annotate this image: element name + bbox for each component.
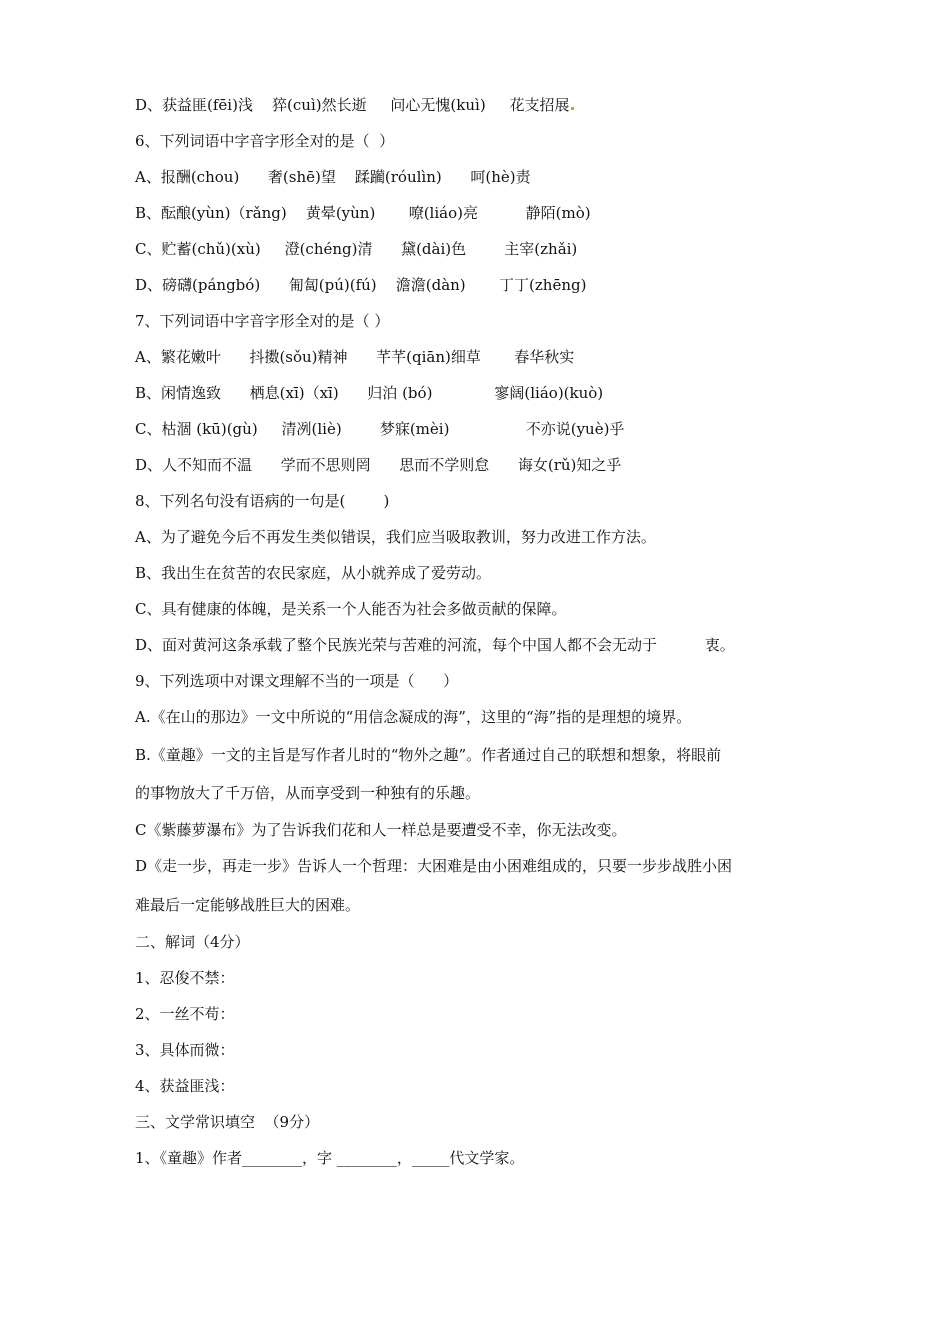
vocab-item-3: 3、具体而微： (135, 1041, 235, 1059)
vocab-item-2: 2、一丝不苟： (135, 1005, 235, 1023)
q9-option-a: A.《在山的那边》一文中所说的“用信念凝成的海”，这里的“海”指的是理想的境界。 (135, 708, 692, 726)
q8-option-a: A、为了避免今后不再发生类似错误，我们应当吸取教训，努力改进工作方法。 (135, 528, 656, 546)
q8-option-d: D、面对黄河这条承载了整个民族光荣与苦难的河流，每个中国人都不会无动于 衷。 (135, 636, 735, 654)
q7-option-d: D、人不知而不温 学而不思则罔 思而不学则怠 诲女(rǔ)知之乎 (135, 456, 622, 474)
q7-option-c: C、枯涸 (kū)(gù) 清冽(liè) 梦寐(mèi) 不亦说(yuè)乎 (135, 420, 625, 438)
q9-option-b-line2: 的事物放大了千万倍，从而享受到一种独有的乐趣。 (135, 784, 481, 802)
q7-option-b: B、闲情逸致 栖息(xī)（xī) 归泊 (bó) 寥阔(liáo)(kuò) (135, 384, 604, 402)
q9-option-b-line1: B.《童趣》一文的主旨是写作者儿时的“物外之趣”。作者通过自己的联想和想象，将眼前 (135, 746, 722, 764)
q6-option-c: C、贮蓄(chǔ)(xù) 澄(chéng)清 黛(dài)色 主宰(zhǎi) (135, 240, 578, 258)
q6-stem: 6、下列词语中字音字形全对的是（ ） (135, 132, 395, 150)
section-3-heading: 三、文学常识填空 （9分） (135, 1113, 320, 1131)
q5-option-d (135, 94, 575, 116)
q6-option-d: D、磅礴(pángbó) 匍匐(pú)(fú) 澹澹(dàn) 丁丁(zhēng) (135, 276, 587, 294)
vocab-item-1: 1、忍俊不禁： (135, 969, 235, 987)
q8-option-c: C、具有健康的体魄，是关系一个人能否为社会多做贡献的保障。 (135, 600, 567, 618)
q6-option-b: B、酝酿(yùn)（rǎng) 黄晕(yùn) 嘹(liáo)亮 静陌(mò) (135, 204, 591, 222)
line-text: D、获益匪(fēi)浅 猝(cuì)然长逝 问心无愧(kuì) 花支招展 (135, 96, 570, 114)
q6-option-a: A、报酬(chou) 奢(shē)望 蹂躏(róulìn) 呵(hè)责 (135, 168, 531, 186)
yellow-mark (571, 107, 574, 110)
literature-item-1: 1、《童趣》作者________，字 ________，_____代文学家。 (135, 1149, 525, 1167)
q7-stem: 7、下列词语中字音字形全对的是（ ） (135, 312, 390, 330)
section-2-heading: 二、解词（4分） (135, 933, 250, 951)
q9-option-c: C《紫藤萝瀑布》为了告诉我们花和人一样总是要遭受不幸，你无法改变。 (135, 821, 627, 839)
q9-stem: 9、下列选项中对课文理解不当的一项是（ ） (135, 672, 459, 690)
q8-option-b: B、我出生在贫苦的农民家庭，从小就养成了爱劳动。 (135, 564, 492, 582)
q8-stem: 8、下列名句没有语病的一句是( ) (135, 492, 390, 510)
q9-option-d-line1: D《走一步，再走一步》告诉人一个哲理：大困难是由小困难组成的，只要一步步战胜小困 (135, 857, 733, 875)
q7-option-a: A、繁花嫩叶 抖擞(sǒu)精神 芊芊(qiān)细草 春华秋实 (135, 348, 575, 366)
q9-option-d-line2: 难最后一定能够战胜巨大的困难。 (135, 896, 361, 914)
vocab-item-4: 4、获益匪浅： (135, 1077, 235, 1095)
